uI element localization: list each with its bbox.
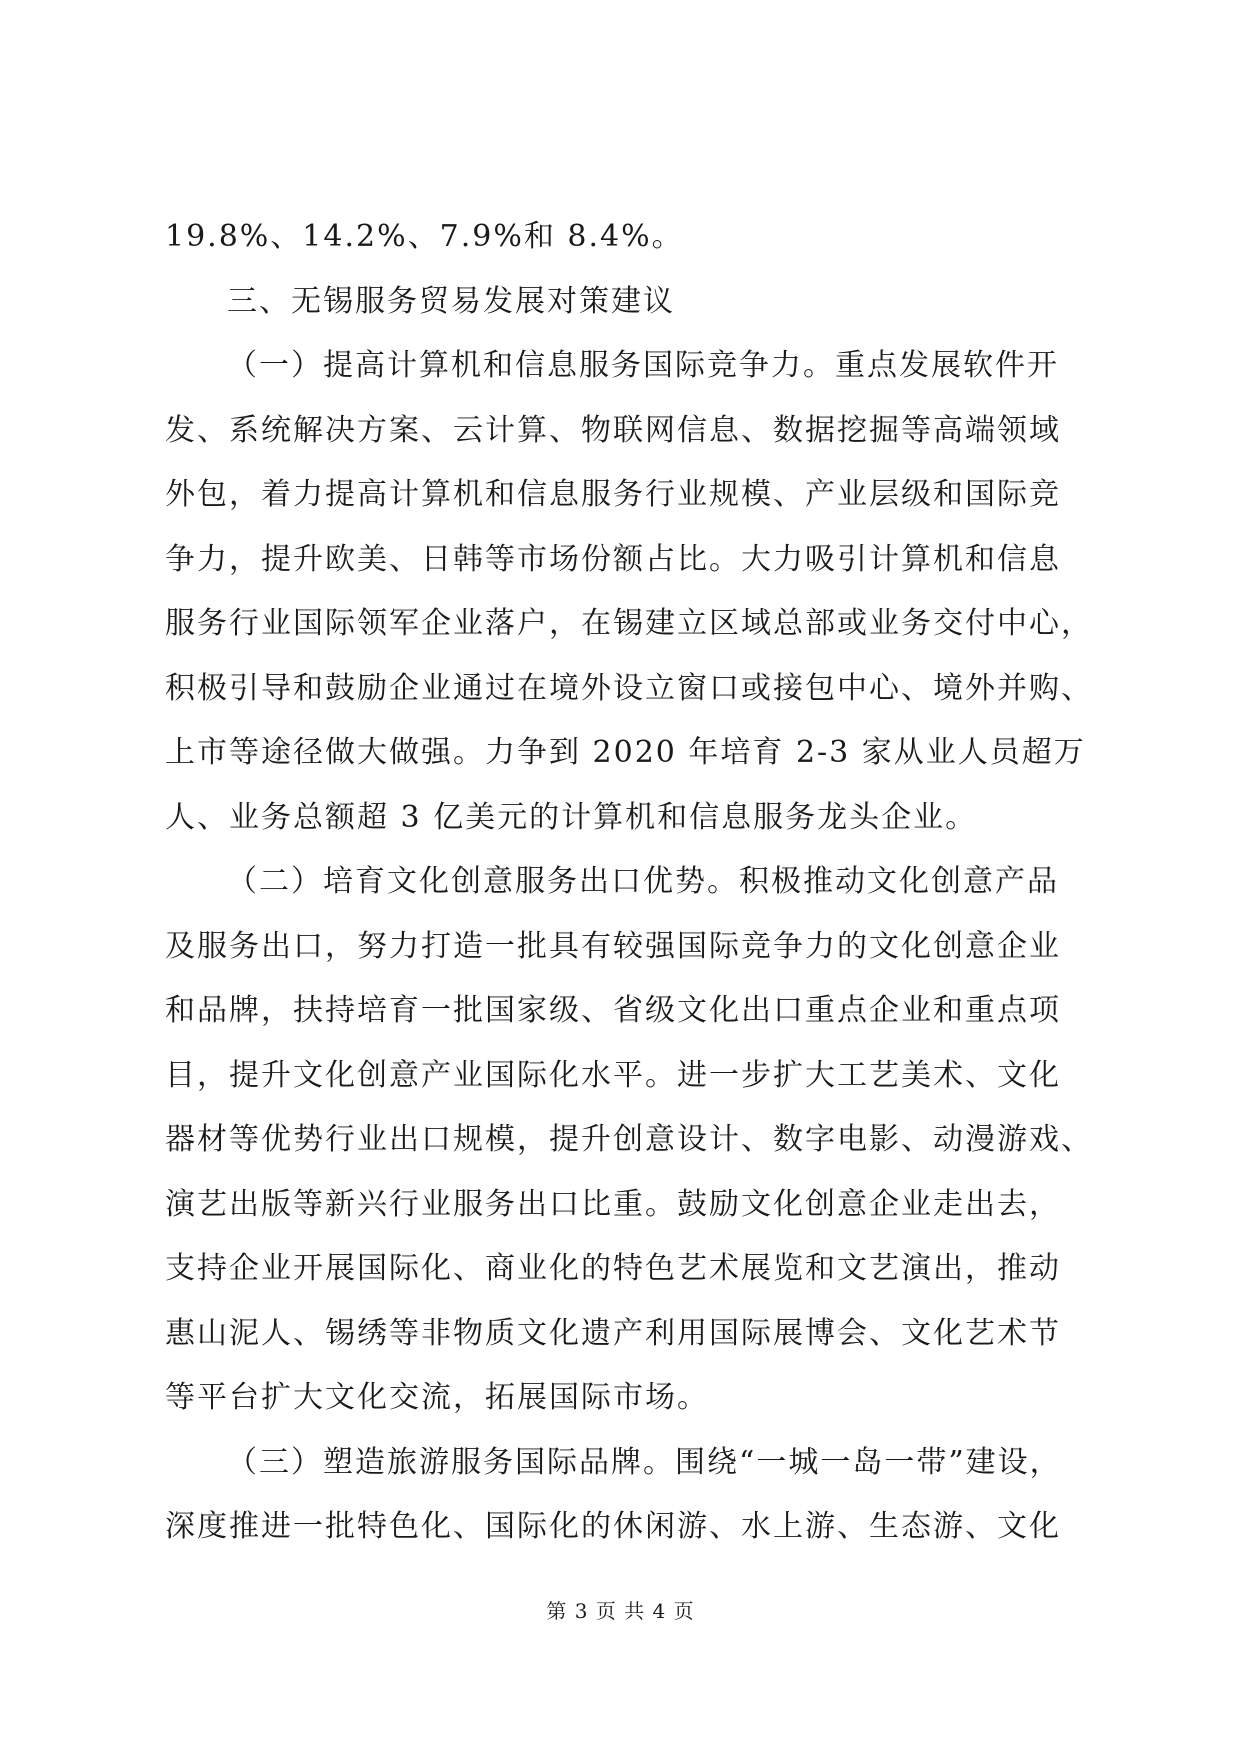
paragraph-2-line-6: 演艺出版等新兴行业服务出口比重。鼓励文化创意企业走出去， — [165, 1186, 1061, 1222]
paragraph-1-line-3: 外包，着力提高计算机和信息服务行业规模、产业层级和国际竞 — [165, 477, 1061, 512]
page-number-footer: 第 3 页 共 4 页 — [546, 1599, 695, 1623]
document-body — [165, 205, 1093, 1560]
paragraph-2-line-5: 器材等优势行业出口规模，提升创意设计、数字电影、动漫游戏、 — [165, 1122, 1093, 1157]
paragraph-1-line-8: 人、业务总额超 3 亿美元的计算机和信息服务龙头企业。 — [165, 799, 978, 835]
paragraph-2-line-4: 目，提升文化创意产业国际化水平。进一步扩大工艺美术、文化 — [165, 1057, 1061, 1093]
paragraph-1-line-1: （一）提高计算机和信息服务国际竞争力。重点发展软件开 — [227, 348, 1059, 383]
paragraph-2-line-9: 等平台扩大文化交流，拓展国际市场。 — [165, 1380, 709, 1415]
paragraph-1-line-6: 积极引导和鼓励企业通过在境外设立窗口或接包中心、境外并购、 — [165, 670, 1093, 706]
paragraph-3-line-2: 深度推进一批特色化、国际化的休闲游、水上游、生态游、文化 — [165, 1509, 1061, 1544]
paragraph-2-line-3: 和品牌，扶持培育一批国家级、省级文化出口重点企业和重点项 — [165, 993, 1061, 1028]
paragraph-2-line-1: （二）培育文化创意服务出口优势。积极推动文化创意产品 — [227, 864, 1059, 899]
text-line-1: 19.8%、14.2%、7.9%和 8.4%。 — [165, 219, 684, 254]
paragraph-2-line-7: 支持企业开展国际化、商业化的特色艺术展览和文艺演出，推动 — [165, 1251, 1061, 1286]
paragraph-3-line-1: （三）塑造旅游服务国际品牌。围绕“一城一岛一带”建设， — [227, 1444, 1062, 1480]
paragraph-2-line-8: 惠山泥人、锡绣等非物质文化遗产利用国际展博会、文化艺术节 — [165, 1315, 1061, 1351]
section-heading: 三、无锡服务贸易发展对策建议 — [227, 283, 675, 319]
paragraph-1-line-2: 发、系统解决方案、云计算、物联网信息、数据挖掘等高端领域 — [165, 412, 1061, 448]
paragraph-1-line-5: 服务行业国际领军企业落户，在锡建立区域总部或业务交付中心， — [165, 606, 1093, 641]
paragraph-2-line-2: 及服务出口，努力打造一批具有较强国际竞争力的文化创意企业 — [165, 928, 1061, 964]
paragraph-1-line-7: 上市等途径做大做强。力争到 2020 年培育 2-3 家从业人员超万 — [165, 735, 1086, 770]
paragraph-1-line-4: 争力，提升欧美、日韩等市场份额占比。大力吸引计算机和信息 — [165, 541, 1061, 577]
